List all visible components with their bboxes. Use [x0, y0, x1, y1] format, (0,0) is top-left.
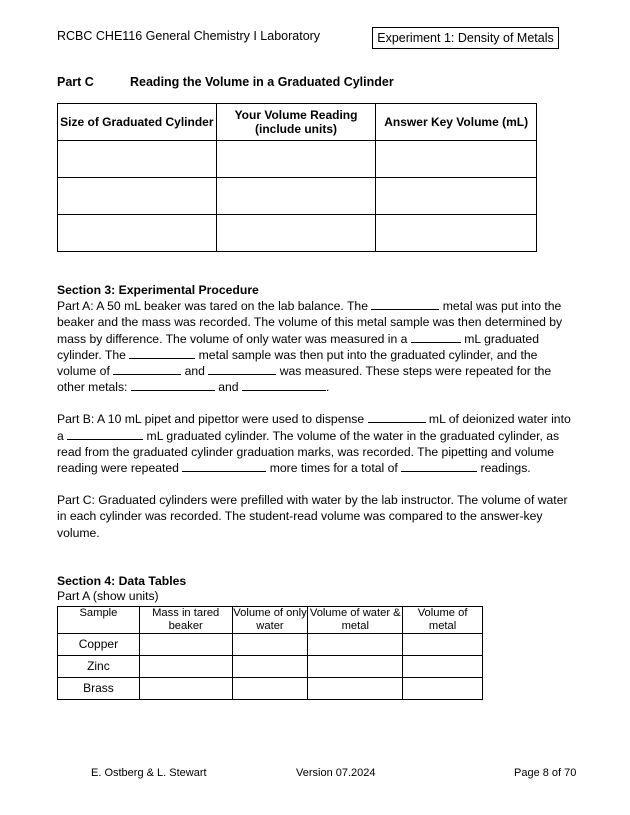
- fill-blank[interactable]: [67, 428, 143, 440]
- table-cell[interactable]: [139, 634, 232, 656]
- fill-blank[interactable]: [242, 379, 326, 391]
- part-b-paragraph: [57, 411, 577, 476]
- section-3-heading: Section 3: Experimental Procedure: [57, 283, 259, 297]
- text: mL graduated cylinder. The volume of the water in the graduated cylinder, as read from the graduated cylinder graduation marks, was recorded. The pipetting and volume reading were repeated: [57, 428, 560, 476]
- part-a-subheading: Part A (show units): [57, 589, 159, 603]
- table-cell[interactable]: [403, 656, 483, 678]
- sample-name: Copper: [58, 634, 140, 656]
- text: mL graduated cylinder. The: [57, 331, 539, 362]
- table-row: [58, 678, 483, 700]
- header-volume-water-metal: Volume of water & metal: [309, 607, 401, 632]
- text: readings.: [477, 461, 531, 476]
- table-cell[interactable]: [232, 634, 308, 656]
- header-your-reading: Your Volume Reading (include units): [216, 104, 376, 141]
- fill-blank[interactable]: [208, 363, 276, 375]
- section-4-heading: Section 4: Data Tables: [57, 574, 187, 588]
- table-cell[interactable]: [232, 656, 308, 678]
- table-header-row: [58, 607, 483, 634]
- header-cylinder-size: Size of Graduated Cylinder: [58, 104, 217, 141]
- table-cell[interactable]: [232, 678, 308, 700]
- fill-blank[interactable]: [182, 460, 266, 472]
- text: metal was put into the beaker and the mass was recorded. The volume of this metal sample was then determined by mass by difference. The volume of only water was measured in a: [57, 299, 563, 346]
- course-title: RCBC CHE116 General Chemistry I Laboratory: [57, 29, 321, 43]
- fill-blank[interactable]: [371, 298, 439, 310]
- text: more times for a total of: [266, 461, 402, 476]
- table-cell[interactable]: [308, 656, 403, 678]
- table-cell[interactable]: [216, 141, 376, 178]
- text: Part B: A 10 mL pipet and pipettor were used to dispense: [57, 412, 368, 427]
- fill-blank[interactable]: [129, 347, 195, 359]
- table-cell[interactable]: [216, 215, 376, 252]
- footer-page-number: Page 8 of 70: [514, 767, 577, 779]
- fill-blank[interactable]: [113, 363, 181, 375]
- table-cell[interactable]: [58, 178, 217, 215]
- text: and: [181, 364, 209, 379]
- table-header-row: [58, 104, 537, 141]
- experiment-box: [372, 27, 559, 49]
- text: and: [214, 380, 242, 395]
- part-a-data-table: [57, 606, 483, 700]
- table-row: [58, 178, 537, 215]
- header-volume-metal: Volume of metal: [403, 607, 483, 634]
- sample-name: Brass: [58, 678, 140, 700]
- table-cell[interactable]: [139, 678, 232, 700]
- header-answer-key: Answer Key Volume (mL): [376, 104, 537, 141]
- table-cell[interactable]: [403, 678, 483, 700]
- part-c-heading: [57, 75, 394, 89]
- text: .: [325, 380, 330, 395]
- volume-reading-table: [57, 103, 537, 252]
- experiment-title: Experiment 1: Density of Metals: [377, 31, 554, 45]
- sample-name: Zinc: [58, 656, 140, 678]
- footer-authors: E. Ostberg & L. Stewart: [91, 767, 207, 779]
- header-volume-water: Volume of only water: [233, 607, 307, 632]
- footer-version: Version 07.2024: [296, 767, 376, 779]
- table-cell[interactable]: [376, 141, 537, 178]
- text: Part A: A 50 mL beaker was tared on the lab balance. The: [57, 299, 372, 314]
- header-mass: Mass in tared beaker: [139, 607, 232, 634]
- text: was measured. These steps were repeated for the other metals:: [57, 364, 552, 395]
- text: metal sample was then put into the graduated cylinder, and the volume of: [57, 347, 538, 379]
- table-cell[interactable]: [308, 678, 403, 700]
- table-cell[interactable]: [403, 634, 483, 656]
- part-c-paragraph: Part C: Graduated cylinders were prefilled with water by the lab instructor. The volume of water in each cylinder was recorded. The student-read volume was compared to the answer-key volume.: [57, 493, 568, 540]
- table-cell[interactable]: [139, 656, 232, 678]
- fill-blank[interactable]: [411, 331, 461, 343]
- text: mL of deionized water into a: [57, 412, 571, 443]
- table-cell[interactable]: [58, 215, 217, 252]
- section-4-data-tables: [57, 574, 186, 604]
- section-3-procedure: [57, 282, 577, 557]
- part-c-label: Part C: [57, 75, 94, 89]
- table-cell[interactable]: [376, 178, 537, 215]
- part-c-title: Reading the Volume in a Graduated Cylinder: [130, 75, 394, 89]
- table-row: [58, 656, 483, 678]
- fill-blank[interactable]: [368, 411, 426, 423]
- fill-blank[interactable]: [401, 460, 477, 472]
- header-sample: Sample: [58, 607, 140, 634]
- table-cell[interactable]: [308, 634, 403, 656]
- table-cell[interactable]: [216, 178, 376, 215]
- table-cell[interactable]: [58, 141, 217, 178]
- part-a-paragraph: [57, 298, 577, 395]
- fill-blank[interactable]: [131, 379, 215, 391]
- table-row: [58, 141, 537, 178]
- table-row: [58, 215, 537, 252]
- table-cell[interactable]: [376, 215, 537, 252]
- table-row: [58, 634, 483, 656]
